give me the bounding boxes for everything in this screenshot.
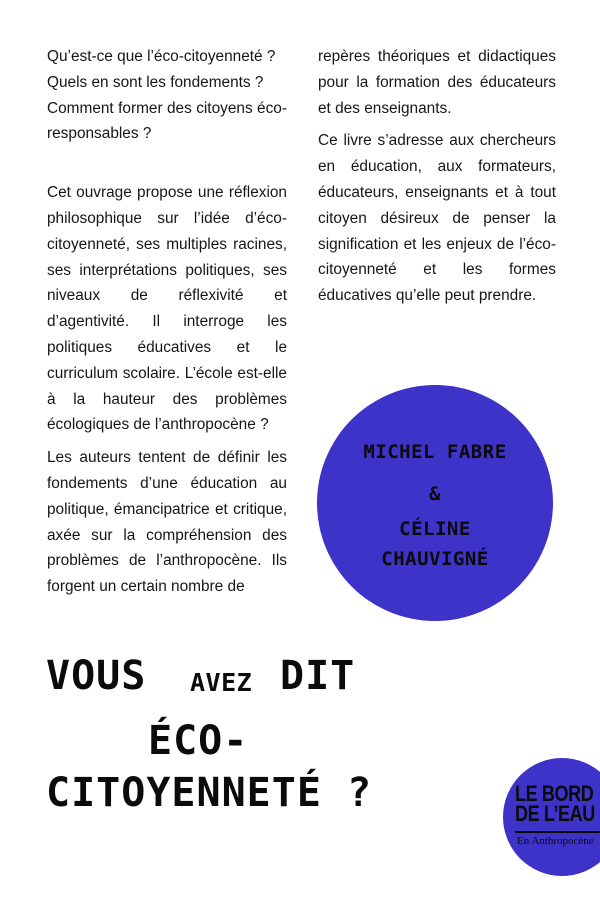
publisher-logo (503, 758, 600, 876)
spacer (47, 438, 287, 445)
title-word-dit: DIT (280, 653, 356, 699)
publisher-name-line-2: DE L’EAU (515, 801, 595, 826)
title-line-eco: ÉCO- (148, 718, 249, 764)
question-1: Qu’est-ce que l’éco-citoyenneté ? (47, 48, 276, 65)
author-2-first-name: CÉLINE (399, 518, 471, 540)
right-paragraph-1: repères théoriques et didactiques pour la formation des éducateurs et des enseignants. (318, 48, 556, 117)
right-text-column (318, 44, 556, 309)
author-2-last-name: CHAUVIGNÉ (381, 548, 489, 570)
title-word-vous: VOUS (46, 653, 147, 699)
left-paragraph-2: Les auteurs tentent de définir les fondements d’une éducation au politique, émancipatrice et critique, axée sur la compréhension des problèmes de l’anthropocène. Ils forgent un certain nombre de (47, 449, 287, 596)
spacer (47, 147, 287, 180)
spacer (318, 121, 556, 128)
left-text-column (47, 44, 287, 600)
publisher-collection: En Anthropocène (517, 835, 594, 847)
authors-circle (317, 385, 553, 621)
author-1: MICHEL FABRE (363, 441, 507, 463)
publisher-name (515, 781, 595, 826)
author-separator: & (429, 483, 441, 505)
right-paragraph-2: Ce livre s’adresse aux chercheurs en éducation, aux formateurs, éducateurs, enseignants et à tout citoyen désireux de penser la signification et les enjeux de l’éco-citoyenneté et les formes éducatives qu’elle peut prendre. (318, 132, 556, 305)
question-3: Comment former des citoyens éco-responsables ? (47, 99, 287, 143)
publisher-divider (515, 831, 600, 833)
title-line-citoyennete: CITOYENNETÉ ? (46, 770, 373, 816)
title-word-avez: AVEZ (190, 668, 253, 697)
left-paragraph-1: Cet ouvrage propose une réflexion philosophique sur l’idée d’éco-citoyenneté, ses multiples racines, ses interprétations politiques, ses niveaux de réflexivité et d’agentivité. Il interroge les politiques éducatives et le curriculum scolaire. L’école est-elle à la hauteur des problèmes écologiques de l’anthropocène ? (47, 184, 287, 434)
publisher-name-line-1: LE BORD (515, 781, 594, 806)
question-2: Quels en sont les fondements ? (47, 73, 264, 91)
